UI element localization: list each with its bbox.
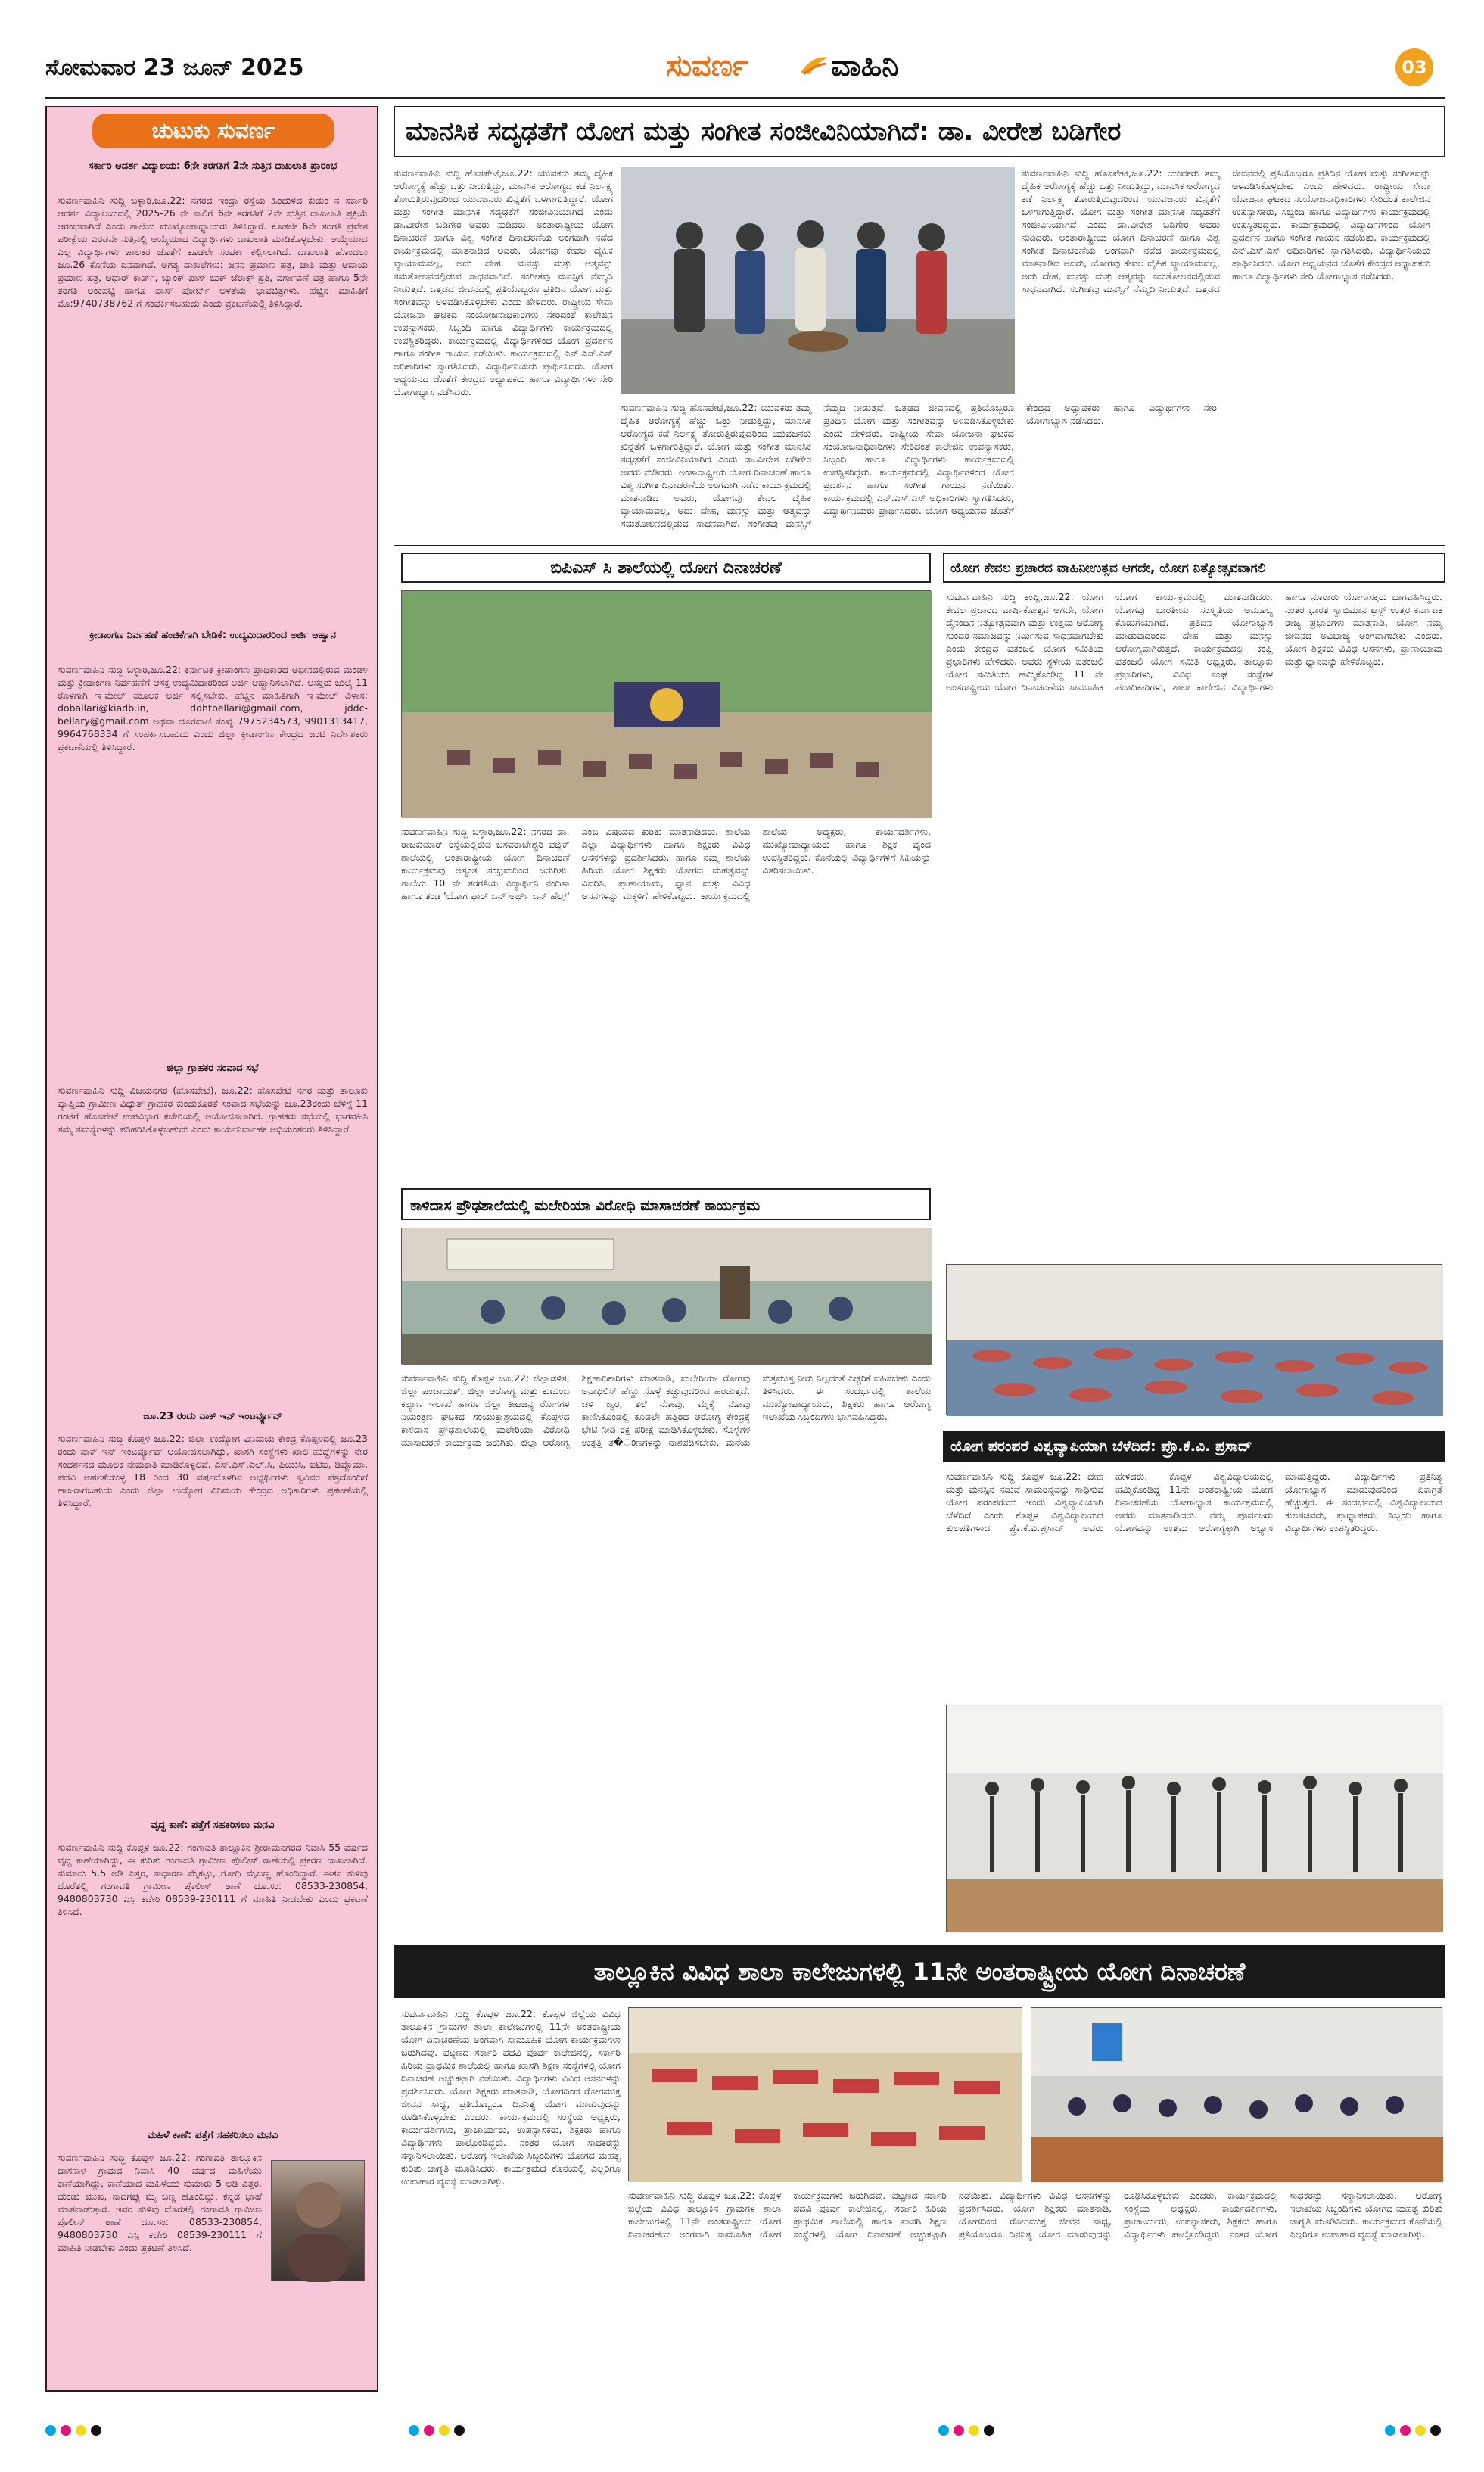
lead-headline-bar <box>394 106 1445 157</box>
reg-dot-yellow-icon <box>439 2425 450 2436</box>
brief-headline: ಸರ್ಕಾರಿ ಆದರ್ಶ ವಿದ್ಯಾಲಯ: 6ನೇ ತರಗತಿಗೆ 2ನೇ ಸುತ್ತಿನ ದಾಖಲಾತಿ ಪ್ರಾರಂಭ <box>88 160 338 172</box>
reg-dot-yellow-icon <box>76 2425 86 2436</box>
reg-dot-black-icon <box>1430 2425 1441 2436</box>
issue-date: ಸೋಮವಾರ 23 ಜೂನ್ 2025 <box>45 54 304 81</box>
lead-headline: ಮಾನಸಿಕ ಸದೃಢತೆಗೆ ಯೋಗ ಮತ್ತು ಸಂಗೀತ ಸಂಜೀವಿನಿಯಾಗಿದೆ: ಡಾ. ವೀರೇಶ ಬಡಿಗೇರ <box>406 117 1122 147</box>
kalidasa-photo <box>401 1228 931 1364</box>
brief-body: ಸುವರ್ಣವಾಹಿನಿ ಸುದ್ದಿ ಕೊಪ್ಪಳ ಜೂ.22: ಜಿಲ್ಲಾ ಉದ್ಯೋಗ ವಿನಿಮಯ ಕೇಂದ್ರ ಕೊಪ್ಪಳದಲ್ಲಿ ಜೂ.23 ರಂದು ವಾಕ್ ಇನ್ ಇಂಟರ್ವ್ಯೂವ್ ಆಯೋಜಿಸಲಾಗಿದ್ದು, ಖಾಸಗಿ ಸಂಸ್ಥೆಗಳು ಖಾಲಿ ಹುದ್ದೆಗಳನ್ನು ನೇರ ಸಂದರ್ಶನದ ಮೂಲಕ ನೇಮಕಾತಿ ಮಾಡಿಕೊಳ್ಳಲಿವೆ. ಎಸ್.ಎಸ್.ಎಲ್.ಸಿ, ಪಿಯುಸಿ, ಐಟಿಐ, ಡಿಪ್ಲೊಮಾ, ಪದವಿ ಅರ್ಹತೆಯುಳ್ಳ 18 ರಿಂದ 30 ವರ್ಷದೊಳಗಿನ ಅಭ್ಯರ್ಥಿಗಳು ಸ್ವವಿವರ ಪತ್ರದೊಂದಿಗೆ ಹಾಜರಾಗಬಹುದು ಎಂದು ಜಿಲ್ಲಾ ಉದ್ಯೋಗ ವಿನಿಮಯ ಕೇಂದ್ರದ ಅಧಿಕಾರಿಗಳು ಪ್ರಕಟಣೆಯಲ್ಲಿ ತಿಳಿಸಿದ್ದಾರೆ. <box>58 1433 368 1508</box>
kalidasa-headline-bar <box>401 1188 931 1220</box>
brief-body: ಸುವರ್ಣವಾಹಿನಿ ಸುದ್ದಿ ಬಳ್ಳಾರಿ,ಜೂ.22: ನಗರದ ಇಂದ್ರಾ ರಸ್ತೆಯ ಹಿಂದುಳಿದ ಕುಡುಂ ನ ಸರ್ಕಾರಿ ಆದರ್ಶ ವಿದ್ಯಾಲಯದಲ್ಲಿ 2025-26 ನೇ ಸಾಲಿಗೆ 6ನೇ ತರಗತಿಗೆ 2ನೇ ಸುತ್ತಿನ ದಾಖಲಾತಿ ಪ್ರಕ್ರಿಯೆ ಆರಂಭವಾಗಿದೆ ಎಂದು ಶಾಲೆಯ ಮುಖ್ಯೋಪಾಧ್ಯಾಯರು ತಿಳಿಸಿದ್ದಾರೆ. ಕೂಡಲೇ 6ನೇ ತರಗತಿ ಪ್ರವೇಶ ಪರೀಕ್ಷೆಯ ಎರಡನೇ ಸುತ್ತಿನಲ್ಲಿ ಆಯ್ಕೆಯಾದ ವಿದ್ಯಾರ್ಥಿಗಳು ದಾಖಲಾತಿ ಮಾಡಿಕೊಳ್ಳಬೇಕು. ಆಯ್ಕೆಯಾದ ಎಲ್ಲ ವಿದ್ಯಾರ್ಥಿಗಳು ಪಾಲಕರ ಜೊತೆಗೆ ಕೂಡಲೇ ಸಂಪರ್ಕ ಕಲ್ಪಿಸಲಾಗಿದೆ. ದಾಖಲಾತಿ ಹೊಂದಲು ಜೂ.26 ಕೊನೆಯ ದಿನವಾಗಿದೆ. ಅಗತ್ಯ ದಾಖಲೆಗಳು: ಜನನ ಪ್ರಮಾಣ ಪತ್ರ, ಜಾತಿ ಮತ್ತು ಆದಾಯ ಪ್ರಮಾಣ ಪತ್ರ, ಆಧಾರ್ ಕಾರ್ಡ್, ಬ್ಯಾಂಕ್ ಪಾಸ್ ಬುಕ್ ಜೆರಾಕ್ಸ್ ಪ್ರತಿ, ವರ್ಗಾವಣೆ ಪತ್ರ ಹಾಗೂ 5ನೇ ತರಗತಿ ಅಂಕಪಟ್ಟಿ ಹಾಗೂ ಪಾಸ್ ಪೋರ್ಟ್ ಅಳತೆಯ ಭಾವಚಿತ್ರಗಳು. ಹೆಚ್ಚಿನ ಮಾಹಿತಿಗೆ ಮೊ:9740738762 ಗೆ ಸಂಪರ್ಕಿಸಬಹುದು ಎಂದು ಪ್ರಕಟಣೆಯಲ್ಲಿ ತಿಳಿಸಿದ್ದಾರೆ. <box>58 195 368 309</box>
taluk-body-col1: ಸುವರ್ಣವಾಹಿನಿ ಸುದ್ದಿ ಕೊಪ್ಪಳ ಜೂ.22: ಕೊಪ್ಪಳ ಜಿಲ್ಲೆಯ ವಿವಿಧ ತಾಲ್ಲೂಕಿನ ಗ್ರಾಮಗಳ ಶಾಲಾ ಕಾಲೇಜುಗಳಲ್ಲಿ 11ನೇ ಅಂತರಾಷ್ಟ್ರೀಯ ಯೋಗ ದಿನಾಚರಣೆಯ ಅಂಗವಾಗಿ ಸಾಮೂಹಿಕ ಯೋಗ ಕಾರ್ಯಕ್ರಮಗಳು ಜರುಗಿದವು. ಪಟ್ಟಣದ ಸರ್ಕಾರಿ ಪದವಿ ಪೂರ್ವ ಕಾಲೇಜಿನಲ್ಲಿ, ಸರ್ಕಾರಿ ಹಿರಿಯ ಪ್ರಾಥಮಿಕ ಶಾಲೆಯಲ್ಲಿ ಹಾಗೂ ಖಾಸಗಿ ಶಿಕ್ಷಣ ಸಂಸ್ಥೆಗಳಲ್ಲಿ ಯೋಗ ದಿನಾಚರಣೆ ಅಚ್ಚುಕಟ್ಟಾಗಿ ನಡೆಯಿತು. ವಿದ್ಯಾರ್ಥಿಗಳು ವಿವಿಧ ಆಸನಗಳನ್ನು ಪ್ರದರ್ಶಿಸಿದರು. ಯೋಗ ಶಿಕ್ಷಕರು ಮಾತನಾಡಿ, ಯೋಗದಿಂದ ರೋಗಮುಕ್ತ ಜೀವನ ಸಾಧ್ಯ, ಪ್ರತಿಯೊಬ್ಬರೂ ದಿನನಿತ್ಯ ಯೋಗ ಮಾಡುವುದನ್ನು ರೂಢಿಸಿಕೊಳ್ಳಬೇಕು ಎಂದರು. ಕಾರ್ಯಕ್ರಮದಲ್ಲಿ ಸಂಸ್ಥೆಯ ಅಧ್ಯಕ್ಷರು, ಕಾರ್ಯದರ್ಶಿಗಳು, ಪ್ರಾಚಾರ್ಯರು, ಉಪನ್ಯಾಸಕರು, ಶಿಕ್ಷಕರು ಹಾಗೂ ವಿದ್ಯಾರ್ಥಿಗಳು ಪಾಲ್ಗೊಂಡಿದ್ದರು. ನಂತರ ಯೋಗ ಸಾಧಕರನ್ನು ಸನ್ಮಾನಿಸಲಾಯಿತು. ಆರೋಗ್ಯ ಇಲಾಖೆಯ ಸಿಬ್ಬಂದಿಗಳು ಯೋಗದ ಮಹತ್ವ ಕುರಿತು ಜಾಗೃತಿ ಮೂಡಿಸಿದರು. ಕಾರ್ಯಕ್ರಮದ ಕೊನೆಯಲ್ಲಿ ಎಲ್ಲರಿಗೂ ಉಪಾಹಾರ ವ್ಯವಸ್ಥೆ ಮಾಡಲಾಗಿತ್ತು. <box>401 2008 621 2187</box>
reg-dot-cyan-icon <box>45 2425 56 2436</box>
brief-headline: ಜೂ.23 ರಂದು ವಾಕ್ ಇನ್ ಇಂಟರ್ವ್ಯೂವ್ <box>142 1411 283 1422</box>
prasad-headline-bar <box>943 1431 1445 1462</box>
reg-dot-magenta-icon <box>1400 2425 1411 2436</box>
kalidasa-headline: ಕಾಳಿದಾಸ ಪ್ರೌಢಶಾಲೆಯಲ್ಲಿ ಮಲೇರಿಯಾ ವಿರೋಧಿ ಮಾಸಾಚರಣೆ ಕಾರ್ಯಕ್ರಮ <box>410 1197 761 1214</box>
masthead <box>45 44 1445 91</box>
reg-dot-magenta-icon <box>424 2425 434 2436</box>
brand-left-text: ಸುವರ್ಣ <box>666 48 748 83</box>
reg-dot-black-icon <box>984 2425 994 2436</box>
reg-dot-black-icon <box>91 2425 101 2436</box>
yoga-festival-body: ಸುವರ್ಣವಾಹಿನಿ ಸುದ್ದಿ ಕಂಪ್ಲಿ,ಜೂ.22: ಯೋಗ ಕೇವಲ ಪ್ರಚಾರದ ವಾರ್ಷಿಕೋತ್ಸವ ಆಗದೇ, ಯೋಗ ದೈನಂದಿನ ನಿತ್ಯೋತ್ಸವವಾಗಿ ಮತ್ತು ಉತ್ತಮ ಆರೋಗ್ಯ ಸುಂದರ ಸಮಾಜವನ್ನು ನಿರ್ಮಿಸುವ ಸಾಧನವಾಗಬೇಕು ಎಂದು ಕೇಂದ್ರದ ಪತಂಜಲಿ ಯೋಗ ಸಮಿತಿಯ ಪ್ರಭಾರಿಗಳು ಹೇಳಿದರು. ಅವರು ಸ್ಥಳೀಯ ಪತಂಜಲಿ ಯೋಗ ಸಮಿತಿಯು ಹಮ್ಮಿಕೊಂಡಿದ್ದ 11 ನೇ ಅಂತರಾಷ್ಟ್ರೀಯ ಯೋಗ ದಿನಾಚರಣೆಯ ಸಾಮೂಹಿಕ ಯೋಗ ಕಾರ್ಯಕ್ರಮದಲ್ಲಿ ಮಾತನಾಡಿದರು. ಯೋಗವು ಭಾರತೀಯ ಸಂಸ್ಕೃತಿಯ ಅಮೂಲ್ಯ ಕೊಡುಗೆಯಾಗಿದೆ. ಪ್ರತಿದಿನ ಯೋಗಾಭ್ಯಾಸ ಮಾಡುವುದರಿಂದ ದೇಹ ಮತ್ತು ಮನಸ್ಸು ಆರೋಗ್ಯವಾಗಿರುತ್ತದೆ. ಕಾರ್ಯಕ್ರಮದಲ್ಲಿ ಕಂಪ್ಲಿ ಪತಂಜಲಿ ಯೋಗ ಸಮಿತಿ ಅಧ್ಯಕ್ಷರು, ತಾಲ್ಲೂಕು ಪ್ರಭಾರಿಗಳು, ವಿವಿಧ ಸಂಘ ಸಂಸ್ಥೆಗಳ ಪದಾಧಿಕಾರಿಗಳು, ಶಾಲಾ ಕಾಲೇಜಿನ ವಿದ್ಯಾರ್ಥಿಗಳು ಹಾಗೂ ನೂರಾರು ಯೋಗಾಸಕ್ತರು ಭಾಗವಹಿಸಿದ್ದರು. ನಂತರ ಭಾರತ ಸ್ವಾಭಿಮಾನ ಟ್ರಸ್ಟ್ ಉತ್ತರ ಕರ್ನಾಟಕ ರಾಜ್ಯ ಪ್ರಭಾರಿಗಳು ಮಾತನಾಡಿ, ಯೋಗ ನಮ್ಮ ಜೀವನದ ಅವಿಭಾಜ್ಯ ಅಂಗವಾಗಬೇಕು ಎಂದರು. ಯೋಗ ಶಿಕ್ಷಕರು ವಿವಿಧ ಆಸನಗಳು, ಪ್ರಾಣಾಯಾಮ ಮತ್ತು ಧ್ಯಾನವನ್ನು ಹೇಳಿಕೊಟ್ಟರು. <box>946 591 1442 693</box>
brief-headline: ಮಹಿಳೆ ಕಾಣೆ: ಪತ್ತೆಗೆ ಸಹಕರಿಸಲು ಮನವಿ <box>147 2130 278 2141</box>
lead-photo <box>621 167 1014 394</box>
registration-marks <box>45 2422 1445 2440</box>
page-number: 03 <box>1402 57 1427 78</box>
reg-dot-black-icon <box>454 2425 465 2436</box>
prasad-body: ಸುವರ್ಣವಾಹಿನಿ ಸುದ್ದಿ ಕೊಪ್ಪಳ ಜೂ.22: ದೇಹ ಮತ್ತು ಮನಸ್ಸಿನ ನಡುವೆ ಸಾಮರಸ್ಯವನ್ನು ಸಾಧಿಸುವ ಯೋಗ ಪರಂಪರೆಯು ಇಂದು ವಿಶ್ವವ್ಯಾಪಿಯಾಗಿ ಬೆಳೆದಿದೆ ಎಂದು ಕೊಪ್ಪಳ ವಿಶ್ವವಿದ್ಯಾಲಯದ ಕುಲಪತಿಗಳಾದ ಪ್ರೊ.ಕೆ.ವಿ.ಪ್ರಸಾದ್ ಅವರು ಹೇಳಿದರು. ಕೊಪ್ಪಳ ವಿಶ್ವವಿದ್ಯಾಲಯದಲ್ಲಿ ಹಮ್ಮಿಕೊಂಡಿದ್ದ 11ನೇ ಅಂತರಾಷ್ಟ್ರೀಯ ಯೋಗ ದಿನಾಚರಣೆಯ ಯೋಗಾಭ್ಯಾಸ ಕಾರ್ಯಕ್ರಮದಲ್ಲಿ ಅವರು ಮಾತನಾಡಿದರು. ನಮ್ಮ ಪೂರ್ವಜರು ಯೋಗವನ್ನು ಉತ್ತಮ ಆರೋಗ್ಯಕ್ಕಾಗಿ ಅಭ್ಯಾಸ ಮಾಡುತ್ತಿದ್ದರು. ವಿದ್ಯಾರ್ಥಿಗಳು ಪ್ರತಿನಿತ್ಯ ಯೋಗಾಭ್ಯಾಸ ಮಾಡುವುದರಿಂದ ಏಕಾಗ್ರತೆ ಹೆಚ್ಚುತ್ತದೆ. ಈ ಸಂದರ್ಭದಲ್ಲಿ ವಿಶ್ವವಿದ್ಯಾಲಯದ ಕುಲಸಚಿವರು, ಪ್ರಾಧ್ಯಾಪಕರು, ಸಿಬ್ಬಂದಿ ಹಾಗೂ ವಿದ್ಯಾರ್ಥಿಗಳು ಉಪಸ್ಥಿತರಿದ್ದರು. <box>946 1471 1442 1533</box>
lead-body-cont: ಸುವರ್ಣವಾಹಿನಿ ಸುದ್ದಿ ಹೊಸಪೇಟೆ,ಜೂ.22: ಯುವಕರು ತಮ್ಮ ದೈಹಿಕ ಆರೋಗ್ಯಕ್ಕೆ ಹೆಚ್ಚು ಒತ್ತು ನೀಡುತ್ತಿದ್ದು, ಮಾನಸಿಕ ಆರೋಗ್ಯದ ಕಡೆ ನಿರ್ಲಕ್ಷ್ಯ ತೋರುತ್ತಿರುವುದರಿಂದ ಯುವಜನರು ಖಿನ್ನತೆಗೆ ಒಳಗಾಗುತ್ತಿದ್ದಾರೆ. ಯೋಗ ಮತ್ತು ಸಂಗೀತ ಮಾನಸಿಕ ಸದೃಢತೆಗೆ ಸಂಜೀವಿನಿಯಾಗಿದೆ ಎಂದು ಡಾ.ವೀರೇಶ ಬಡಿಗೇರ ಅವರು ನುಡಿದರು. ಅಂತಾರಾಷ್ಟ್ರೀಯ ಯೋಗ ದಿನಾಚರಣೆ ಹಾಗೂ ವಿಶ್ವ ಸಂಗೀತ ದಿನಾಚರಣೆಯ ಅಂಗವಾಗಿ ನಡೆದ ಕಾರ್ಯಕ್ರಮದಲ್ಲಿ ಮಾತನಾಡಿದ ಅವರು, ಯೋಗವು ಕೇವಲ ದೈಹಿಕ ವ್ಯಾಯಾಮವಲ್ಲ, ಅದು ದೇಹ, ಮನಸ್ಸು ಮತ್ತು ಆತ್ಮವನ್ನು ಸಮತೋಲನದಲ್ಲಿಡುವ ಸಾಧನವಾಗಿದೆ. ಸಂಗೀತವು ಮನಸ್ಸಿಗೆ ನೆಮ್ಮದಿ ನೀಡುತ್ತದೆ. ಒತ್ತಡದ ಜೀವನದಲ್ಲಿ ಪ್ರತಿಯೊಬ್ಬರೂ ಪ್ರತಿದಿನ ಯೋಗ ಮತ್ತು ಸಂಗೀತವನ್ನು ಅಳವಡಿಸಿಕೊಳ್ಳಬೇಕು ಎಂದು ಹೇಳಿದರು. ರಾಷ್ಟ್ರೀಯ ಸೇವಾ ಯೋಜನಾ ಘಟಕದ ಸಂಯೋಜನಾಧಿಕಾರಿಗಳು ಸೇರಿದಂತೆ ಕಾಲೇಜಿನ ಉಪನ್ಯಾಸಕರು, ಸಿಬ್ಬಂದಿ ಹಾಗೂ ವಿದ್ಯಾರ್ಥಿಗಳು ಕಾರ್ಯಕ್ರಮದಲ್ಲಿ ಉಪಸ್ಥಿತರಿದ್ದರು. ಕಾರ್ಯಕ್ರಮದಲ್ಲಿ ವಿದ್ಯಾರ್ಥಿಗಳಿಂದ ಯೋಗ ಪ್ರದರ್ಶನ ಹಾಗೂ ಸಂಗೀತ ಗಾಯನ ನಡೆಯಿತು. ಕಾರ್ಯಕ್ರಮದಲ್ಲಿ ಎನ್.ಎಸ್.ಎಸ್ ಅಧಿಕಾರಿಗಳು ಸ್ವಾಗತಿಸಿದರು, ವಿದ್ಯಾರ್ಥಿನಿಯರು ಪ್ರಾರ್ಥಿಸಿದರು. ಯೋಗ ಆಧ್ಯಯನದ ಜೊತೆಗೆ ಕೇಂದ್ರದ ಅಧ್ಯಾಪಕರು ಹಾಗೂ ವಿದ್ಯಾರ್ಥಿಗಳು ಸೇರಿ ಯೋಗಾಭ್ಯಾಸ ನಡೆಸಿದರು. <box>1022 167 1430 294</box>
sidebar-title-banner <box>92 114 334 148</box>
lead-body-under-photo: ಸುವರ್ಣವಾಹಿನಿ ಸುದ್ದಿ ಹೊಸಪೇಟೆ,ಜೂ.22: ಯುವಕರು ತಮ್ಮ ದೈಹಿಕ ಆರೋಗ್ಯಕ್ಕೆ ಹೆಚ್ಚು ಒತ್ತು ನೀಡುತ್ತಿದ್ದು, ಮಾನಸಿಕ ಆರೋಗ್ಯದ ಕಡೆ ನಿರ್ಲಕ್ಷ್ಯ ತೋರುತ್ತಿರುವುದರಿಂದ ಯುವಜನರು ಖಿನ್ನತೆಗೆ ಒಳಗಾಗುತ್ತಿದ್ದಾರೆ. ಯೋಗ ಮತ್ತು ಸಂಗೀತ ಮಾನಸಿಕ ಸದೃಢತೆಗೆ ಸಂಜೀವಿನಿಯಾಗಿದೆ ಎಂದು ಡಾ.ವೀರೇಶ ಬಡಿಗೇರ ಅವರು ನುಡಿದರು. ಅಂತಾರಾಷ್ಟ್ರೀಯ ಯೋಗ ದಿನಾಚರಣೆ ಹಾಗೂ ವಿಶ್ವ ಸಂಗೀತ ದಿನಾಚರಣೆಯ ಅಂಗವಾಗಿ ನಡೆದ ಕಾರ್ಯಕ್ರಮದಲ್ಲಿ ಮಾತನಾಡಿದ ಅವರು, ಯೋಗವು ಕೇವಲ ದೈಹಿಕ ವ್ಯಾಯಾಮವಲ್ಲ, ಅದು ದೇಹ, ಮನಸ್ಸು ಮತ್ತು ಆತ್ಮವನ್ನು ಸಮತೋಲನದಲ್ಲಿಡುವ ಸಾಧನವಾಗಿದೆ. ಸಂಗೀತವು ಮನಸ್ಸಿಗೆ ನೆಮ್ಮದಿ ನೀಡುತ್ತದೆ. ಒತ್ತಡದ ಜೀವನದಲ್ಲಿ ಪ್ರತಿಯೊಬ್ಬರೂ ಪ್ರತಿದಿನ ಯೋಗ ಮತ್ತು ಸಂಗೀತವನ್ನು ಅಳವಡಿಸಿಕೊಳ್ಳಬೇಕು ಎಂದು ಹೇಳಿದರು. ರಾಷ್ಟ್ರೀಯ ಸೇವಾ ಯೋಜನಾ ಘಟಕದ ಸಂಯೋಜನಾಧಿಕಾರಿಗಳು ಸೇರಿದಂತೆ ಕಾಲೇಜಿನ ಉಪನ್ಯಾಸಕರು, ಸಿಬ್ಬಂದಿ ಹಾಗೂ ವಿದ್ಯಾರ್ಥಿಗಳು ಕಾರ್ಯಕ್ರಮದಲ್ಲಿ ಉಪಸ್ಥಿತರಿದ್ದರು. ಕಾರ್ಯಕ್ರಮದಲ್ಲಿ ವಿದ್ಯಾರ್ಥಿಗಳಿಂದ ಯೋಗ ಪ್ರದರ್ಶನ ಹಾಗೂ ಸಂಗೀತ ಗಾಯನ ನಡೆಯಿತು. ಕಾರ್ಯಕ್ರಮದಲ್ಲಿ ಎನ್.ಎಸ್.ಎಸ್ ಅಧಿಕಾರಿಗಳು ಸ್ವಾಗತಿಸಿದರು, ವಿದ್ಯಾರ್ಥಿನಿಯರು ಪ್ರಾರ್ಥಿಸಿದರು. ಯೋಗ ಆಧ್ಯಯನದ ಜೊತೆಗೆ ಕೇಂದ್ರದ ಅಧ್ಯಾಪಕರು ಹಾಗೂ ವಿದ್ಯಾರ್ಥಿಗಳು ಸೇರಿ ಯೋಗಾಭ್ಯಾಸ ನಡೆಸಿದರು. <box>621 402 1217 529</box>
prasad-photo <box>946 1705 1442 1932</box>
bps-body: ಸುವರ್ಣವಾಹಿನಿ ಸುದ್ದಿ ಬಳ್ಳಾರಿ,ಜೂ.22: ನಗರದ ಡಾ. ರಾಜಕುಮಾರ್ ರಸ್ತೆಯಲ್ಲಿರುವ ಬಸವರಾಜೇಶ್ವರಿ ಪಬ್ಲಿಕ್ ಶಾಲೆಯಲ್ಲಿ ಅಂತಾರಾಷ್ಟ್ರೀಯ ಯೋಗ ದಿನಾಚರಣೆ ಕಾರ್ಯಕ್ರಮವು ಅತ್ಯಂತ ಸಂಭ್ರಮದಿಂದ ಜರುಗಿತು. ಶಾಲೆಯ 10 ನೇ ತರಗತಿಯ ವಿದ್ಯಾರ್ಥಿನಿ ನಂದಿತಾ ಹಾಗೂ ತಂಡ 'ಯೋಗ ಫಾರ್ ಒನ್ ಅರ್ಥ್ ಒನ್ ಹೆಲ್ತ್' ಎಂಬ ವಿಷಯದ ಕುರಿತು ಮಾತನಾಡಿದರು. ಶಾಲೆಯ ಎಲ್ಲಾ ವಿದ್ಯಾರ್ಥಿಗಳು ಹಾಗೂ ಶಿಕ್ಷಕರು ವಿವಿಧ ಆಸನಗಳನ್ನು ಪ್ರದರ್ಶಿಸಿದರು. ಹಾಗೂ ನಮ್ಮ ಶಾಲೆಯ ಹಿರಿಯ ಯೋಗ ಶಿಕ್ಷಕರು ಯೋಗದ ಮಹತ್ವವನ್ನು ವಿವರಿಸಿ, ಪ್ರಾಣಾಯಾಮ, ಧ್ಯಾನ ಮತ್ತು ವಿವಿಧ ಆಸನಗಳನ್ನು ಮಕ್ಕಳಿಗೆ ಹೇಳಿಕೊಟ್ಟರು. ಕಾರ್ಯಕ್ರಮದಲ್ಲಿ ಶಾಲೆಯ ಅಧ್ಯಕ್ಷರು, ಕಾರ್ಯದರ್ಶಿಗಳು, ಮುಖ್ಯೋಪಾಧ್ಯಾಯರು ಹಾಗೂ ಶಿಕ್ಷಕ ವೃಂದ ಉಪಸ್ಥಿತರಿದ್ದರು. ಕೊನೆಯಲ್ಲಿ ವಿದ್ಯಾರ್ಥಿಗಳಿಗೆ ಸಿಹಿಯನ್ನು ವಿತರಿಸಲಾಯಿತು. <box>401 826 931 901</box>
taluk-body-col2: ಸುವರ್ಣವಾಹಿನಿ ಸುದ್ದಿ ಕೊಪ್ಪಳ ಜೂ.22: ಕೊಪ್ಪಳ ಜಿಲ್ಲೆಯ ವಿವಿಧ ತಾಲ್ಲೂಕಿನ ಗ್ರಾಮಗಳ ಶಾಲಾ ಕಾಲೇಜುಗಳಲ್ಲಿ 11ನೇ ಅಂತರಾಷ್ಟ್ರೀಯ ಯೋಗ ದಿನಾಚರಣೆಯ ಅಂಗವಾಗಿ ಸಾಮೂಹಿಕ ಯೋಗ ಕಾರ್ಯಕ್ರಮಗಳು ಜರುಗಿದವು. ಪಟ್ಟಣದ ಸರ್ಕಾರಿ ಪದವಿ ಪೂರ್ವ ಕಾಲೇಜಿನಲ್ಲಿ, ಸರ್ಕಾರಿ ಹಿರಿಯ ಪ್ರಾಥಮಿಕ ಶಾಲೆಯಲ್ಲಿ ಹಾಗೂ ಖಾಸಗಿ ಶಿಕ್ಷಣ ಸಂಸ್ಥೆಗಳಲ್ಲಿ ಯೋಗ ದಿನಾಚರಣೆ ಅಚ್ಚುಕಟ್ಟಾಗಿ ನಡೆಯಿತು. ವಿದ್ಯಾರ್ಥಿಗಳು ವಿವಿಧ ಆಸನಗಳನ್ನು ಪ್ರದರ್ಶಿಸಿದರು. ಯೋಗ ಶಿಕ್ಷಕರು ಮಾತನಾಡಿ, ಯೋಗದಿಂದ ರೋಗಮುಕ್ತ ಜೀವನ ಸಾಧ್ಯ, ಪ್ರತಿಯೊಬ್ಬರೂ ದಿನನಿತ್ಯ ಯೋಗ ಮಾಡುವುದನ್ನು ರೂಢಿಸಿಕೊಳ್ಳಬೇಕು ಎಂದರು. ಕಾರ್ಯಕ್ರಮದಲ್ಲಿ ಸಂಸ್ಥೆಯ ಅಧ್ಯಕ್ಷರು, ಕಾರ್ಯದರ್ಶಿಗಳು, ಪ್ರಾಚಾರ್ಯರು, ಉಪನ್ಯಾಸಕರು, ಶಿಕ್ಷಕರು ಹಾಗೂ ವಿದ್ಯಾರ್ಥಿಗಳು ಪಾಲ್ಗೊಂಡಿದ್ದರು. ನಂತರ ಯೋಗ ಸಾಧಕರನ್ನು ಸನ್ಮಾನಿಸಲಾಯಿತು. ಆರೋಗ್ಯ ಇಲಾಖೆಯ ಸಿಬ್ಬಂದಿಗಳು ಯೋಗದ ಮಹತ್ವ ಕುರಿತು ಜಾಗೃತಿ ಮೂಡಿಸಿದರು. ಕಾರ್ಯಕ್ರಮದ ಕೊನೆಯಲ್ಲಿ ಎಲ್ಲರಿಗೂ ಉಪಾಹಾರ ವ್ಯವಸ್ಥೆ ಮಾಡಲಾಗಿತ್ತು. <box>628 2190 1442 2240</box>
taluk-headline-bar <box>394 1945 1445 1998</box>
brand-swoosh-icon <box>799 53 829 77</box>
taluk-photo-2 <box>1031 2007 1442 2181</box>
bps-headline: ಬಿಪಿಎಸ್ ಸಿ ಶಾಲೆಯಲ್ಲಿ ಯೋಗ ದಿನಾಚರಣೆ <box>550 558 782 578</box>
reg-dot-magenta-icon <box>954 2425 964 2436</box>
taluk-photo-1 <box>628 2007 1022 2181</box>
reg-dot-cyan-icon <box>1385 2425 1395 2436</box>
brief-headline: ಜಿಲ್ಲಾ ಗ್ರಾಹಕರ ಸಂವಾದ ಸಭೆ <box>166 1063 259 1074</box>
kalidasa-body: ಸುವರ್ಣವಾಹಿನಿ ಸುದ್ದಿ ಕೊಪ್ಪಳ ಜೂ.22: ಜಿಲ್ಲಾಡಳಿತ, ಜಿಲ್ಲಾ ಪಂಚಾಯತ್, ಜಿಲ್ಲಾ ಆರೋಗ್ಯ ಮತ್ತು ಕುಟುಂಬ ಕಲ್ಯಾಣ ಇಲಾಖೆ ಹಾಗೂ ಜಿಲ್ಲಾ ಕೀಟಜನ್ಯ ರೋಗಗಳ ನಿಯಂತ್ರಣ ಘಟಕದ ಸಂಯುಕ್ತಾಶ್ರಯದಲ್ಲಿ ಕೊಪ್ಪಳದ ಕಾಳಿದಾಸ ಪ್ರೌಢಶಾಲೆಯಲ್ಲಿ ಮಲೇರಿಯಾ ವಿರೋಧಿ ಮಾಸಾಚರಣೆ ಕಾರ್ಯಕ್ರಮ ಜರುಗಿತು. ಜಿಲ್ಲಾ ಆರೋಗ್ಯ ಶಿಕ್ಷಣಾಧಿಕಾರಿಗಳು ಮಾತನಾಡಿ, ಮಲೇರಿಯಾ ರೋಗವು ಅನಾಫಿಲಿಸ್ ಹೆಣ್ಣು ಸೊಳ್ಳೆ ಕಚ್ಚುವುದರಿಂದ ಹರಡುತ್ತದೆ. ಚಳಿ ಜ್ವರ, ತಲೆ ನೋವು, ಮೈಕೈ ನೋವು ಕಾಣಿಸಿಕೊಂಡಲ್ಲಿ ಕೂಡಲೇ ಹತ್ತಿರದ ಆರೋಗ್ಯ ಕೇಂದ್ರಕ್ಕೆ ಭೇಟಿ ನೀಡಿ ರಕ್ತ ಪರೀಕ್ಷೆ ಮಾಡಿಸಿಕೊಳ್ಳಬೇಕು. ಸೊಳ್ಳೆಗಳ ಉತ್ಪತ್ತಿ ತ�ാಣಗಳನ್ನು ನಾಶಪಡಿಸಬೇಕು, ಮನೆಯ ಸುತ್ತಮುತ್ತ ನೀರು ನಿಲ್ಲದಂತೆ ಎಚ್ಚರಿಕೆ ವಹಿಸಬೇಕು ಎಂದು ತಿಳಿಸಿದರು. ಈ ಸಂದರ್ಭದಲ್ಲಿ ಶಾಲೆಯ ಮುಖ್ಯೋಪಾಧ್ಯಾಯರು, ಶಿಕ್ಷಕರು ಹಾಗೂ ಆರೋಗ್ಯ ಇಲಾಖೆಯ ಸಿಬ್ಬಂದಿಗಳು ಭಾಗವಹಿಸಿದ್ದರು. <box>401 1372 931 1448</box>
sidebar-briefs <box>45 106 378 2392</box>
yoga-festival-headline: ಯೋಗ ಕೇವಲ ಪ್ರಚಾರದ ವಾಹಿನೀಉತ್ಸವ ಆಗದೇ, ಯೋಗ ನಿತ್ಯೋತ್ಸವವಾಗಲಿ <box>950 561 1266 576</box>
brief-headline: ಕ್ರೀಡಾಂಗಣ ನಿರ್ವಹಣೆ ಹಂಚಿಕೆಗಾಗಿ ಬೇಡಿಕೆ: ಉದ್ಯಮಿದಾರರಿಂದ ಅರ್ಜಿ ಆಹ್ವಾನ <box>89 630 336 641</box>
reg-dot-yellow-icon <box>1415 2425 1426 2436</box>
reg-dot-cyan-icon <box>409 2425 419 2436</box>
masthead-rule <box>45 97 1445 99</box>
bps-photo <box>401 590 931 817</box>
reg-dot-yellow-icon <box>969 2425 979 2436</box>
lead-bottom-rule <box>394 545 1445 546</box>
yoga-festival-headline-bar <box>943 553 1445 583</box>
page-number-badge <box>1395 48 1433 86</box>
lead-body: ಸುವರ್ಣವಾಹಿನಿ ಸುದ್ದಿ ಹೊಸಪೇಟೆ,ಜೂ.22: ಯುವಕರು ತಮ್ಮ ದೈಹಿಕ ಆರೋಗ್ಯಕ್ಕೆ ಹೆಚ್ಚು ಒತ್ತು ನೀಡುತ್ತಿದ್ದು, ಮಾನಸಿಕ ಆರೋಗ್ಯದ ಕಡೆ ನಿರ್ಲಕ್ಷ್ಯ ತೋರುತ್ತಿರುವುದರಿಂದ ಯುವಜನರು ಖಿನ್ನತೆಗೆ ಒಳಗಾಗುತ್ತಿದ್ದಾರೆ. ಯೋಗ ಮತ್ತು ಸಂಗೀತ ಮಾನಸಿಕ ಸದೃಢತೆಗೆ ಸಂಜೀವಿನಿಯಾಗಿದೆ ಎಂದು ಡಾ.ವೀರೇಶ ಬಡಿಗೇರ ಅವರು ನುಡಿದರು. ಅಂತಾರಾಷ್ಟ್ರೀಯ ಯೋಗ ದಿನಾಚರಣೆ ಹಾಗೂ ವಿಶ್ವ ಸಂಗೀತ ದಿನಾಚರಣೆಯ ಅಂಗವಾಗಿ ನಡೆದ ಕಾರ್ಯಕ್ರಮದಲ್ಲಿ ಮಾತನಾಡಿದ ಅವರು, ಯೋಗವು ಕೇವಲ ದೈಹಿಕ ವ್ಯಾಯಾಮವಲ್ಲ, ಅದು ದೇಹ, ಮನಸ್ಸು ಮತ್ತು ಆತ್ಮವನ್ನು ಸಮತೋಲನದಲ್ಲಿಡುವ ಸಾಧನವಾಗಿದೆ. ಸಂಗೀತವು ಮನಸ್ಸಿಗೆ ನೆಮ್ಮದಿ ನೀಡುತ್ತದೆ. ಒತ್ತಡದ ಜೀವನದಲ್ಲಿ ಪ್ರತಿಯೊಬ್ಬರೂ ಪ್ರತಿದಿನ ಯೋಗ ಮತ್ತು ಸಂಗೀತವನ್ನು ಅಳವಡಿಸಿಕೊಳ್ಳಬೇಕು ಎಂದು ಹೇಳಿದರು. ರಾಷ್ಟ್ರೀಯ ಸೇವಾ ಯೋಜನಾ ಘಟಕದ ಸಂಯೋಜನಾಧಿಕಾರಿಗಳು ಸೇರಿದಂತೆ ಕಾಲೇಜಿನ ಉಪನ್ಯಾಸಕರು, ಸಿಬ್ಬಂದಿ ಹಾಗೂ ವಿದ್ಯಾರ್ಥಿಗಳು ಕಾರ್ಯಕ್ರಮದಲ್ಲಿ ಉಪಸ್ಥಿತರಿದ್ದರು. ಕಾರ್ಯಕ್ರಮದಲ್ಲಿ ವಿದ್ಯಾರ್ಥಿಗಳಿಂದ ಯೋಗ ಪ್ರದರ್ಶನ ಹಾಗೂ ಸಂಗೀತ ಗಾಯನ ನಡೆಯಿತು. ಕಾರ್ಯಕ್ರಮದಲ್ಲಿ ಎನ್.ಎಸ್.ಎಸ್ ಅಧಿಕಾರಿಗಳು ಸ್ವಾಗತಿಸಿದರು, ವಿದ್ಯಾರ್ಥಿನಿಯರು ಪ್ರಾರ್ಥಿಸಿದರು. ಯೋಗ ಆಧ್ಯಯನದ ಜೊತೆಗೆ ಕೇಂದ್ರದ ಅಧ್ಯಾಪಕರು ಹಾಗೂ ವಿದ್ಯಾರ್ಥಿಗಳು ಸೇರಿ ಯೋಗಾಭ್ಯಾಸ ನಡೆಸಿದರು. <box>394 167 613 397</box>
reg-dot-magenta-icon <box>61 2425 71 2436</box>
missing-person-photo <box>271 2160 365 2281</box>
brand-logo <box>651 45 984 88</box>
reg-dot-cyan-icon <box>938 2425 949 2436</box>
prasad-headline: ಯೋಗ ಪರಂಪರೆ ವಿಶ್ವವ್ಯಾಪಿಯಾಗಿ ಬೆಳೆದಿದೆ: ಪ್ರೊ.ಕೆ.ವಿ. ಪ್ರಸಾದ್ <box>950 1438 1252 1455</box>
brief-body: ಸುವರ್ಣವಾಹಿನಿ ಸುದ್ದಿ ವಿಜಯನಗರ (ಹೊಸಪೇಟೆ), ಜೂ.22: ಹೊಸಪೇಟೆ ನಗರ ಮತ್ತು ತಾಲೂಕು ವ್ಯಾಪ್ತಿಯ ಗ್ರಾಮೀಣ ವಿದ್ಯುತ್ ಗ್ರಾಹಕರ ಕುಂದುಕೊರತೆ ಸಂವಾದ ಸಭೆಯನ್ನು ಜೂ.23ರಂದು ಬೆಳಿಗ್ಗೆ 11 ಗಂಟೆಗೆ ಹೊಸಪೇಟೆ ಉಪವಿಭಾಗ ಕಚೇರಿಯಲ್ಲಿ ಆಯೋಜಿಸಲಾಗಿದೆ. ಗ್ರಾಹಕರು ಸಭೆಯಲ್ಲಿ ಭಾಗವಹಿಸಿ ತಮ್ಮ ಸಮಸ್ಯೆಗಳನ್ನು ಪರಿಹರಿಸಿಕೊಳ್ಳಬಹುದು ಎಂದು ಕಾರ್ಯನಿರ್ವಾಹಕ ಅಭಿಯಂತರರು ತಿಳಿಸಿದ್ದಾರೆ. <box>58 1085 368 1135</box>
taluk-headline: ತಾಲ್ಲೂಕಿನ ವಿವಿಧ ಶಾಲಾ ಕಾಲೇಜುಗಳಲ್ಲಿ 11ನೇ ಅಂತರಾಷ್ಟ್ರೀಯ ಯೋಗ ದಿನಾಚರಣೆ <box>593 1957 1246 1986</box>
brief-body: ಸುವರ್ಣವಾಹಿನಿ ಸುದ್ದಿ ಬಳ್ಳಾರಿ,ಜೂ.22: ಕರ್ನಾಟಕ ಕ್ರೀಡಾಂಗಣ ಪ್ರಾಧಿಕಾರದ ಅಧೀನದಲ್ಲಿರುವ ಮಂಡಳಿ ಮತ್ತು ಕ್ರೀಡಾಂಗಣ ನಿರ್ವಹಣೆಗೆ ಆಸಕ್ತ ಉದ್ಯಮಿದಾರರಿಂದ ಅರ್ಜಿ ಆಹ್ವಾನಿಸಲಾಗಿದೆ. ಆಸಕ್ತರು ಜುಲೈ 11 ರೊಳಗಾಗಿ ಇ-ಮೇಲ್ ಮೂಲಕ ಅರ್ಜಿ ಸಲ್ಲಿಸಬೇಕು. ಹೆಚ್ಚಿನ ಮಾಹಿತಿಗಾಗಿ ಇ-ಮೇಲ್ ವಿಳಾಸ: doballari@kiadb.in, ddhtbellari@gmail.com, jddc-bellary@gmail.com ಅಥವಾ ದೂರವಾಣಿ ಸಂಖ್ಯೆ 7975234573, 9901313417, 9964768334 ಗೆ ಸಂಪರ್ಕಿಸಬಹುದು ಎಂದು ಜಿಲ್ಲಾ ಕ್ರೀಡಾಂಗಣ ಕೇಂದ್ರದ ಜಂಟಿ ನಿರ್ದೇಶಕರು ಪ್ರಕಟಣೆಯಲ್ಲಿ ತಿಳಿಸಿದ್ದಾರೆ. <box>58 664 368 752</box>
yoga-festival-photo <box>946 1264 1442 1415</box>
brief-body: ಸುವರ್ಣವಾಹಿನಿ ಸುದ್ದಿ ಕೊಪ್ಪಳ ಜೂ.22: ಗಂಗಾವತಿ ತಾಲ್ಲೂಕಿನ ಶ್ರೀರಾಮನಗರದ ನಿವಾಸಿ 55 ವರ್ಷದ ವೃದ್ಧ ಕಾಣೆಯಾಗಿದ್ದು, ಈ ಕುರಿತು ಗಂಗಾವತಿ ಗ್ರಾಮೀಣ ಪೊಲೀಸ್ ಠಾಣೆಯಲ್ಲಿ ಪ್ರಕರಣ ದಾಖಲಾಗಿದೆ. ಸುಮಾರು 5.5 ಅಡಿ ಎತ್ತರ, ಸಾಧಾರಣ ಮೈಕಟ್ಟು, ಗೋಧಿ ಮೈಬಣ್ಣ ಹೊಂದಿದ್ದಾರೆ. ಈತನ ಸುಳಿವು ದೊರೆತಲ್ಲಿ ಗಂಗಾವತಿ ಗ್ರಾಮೀಣ ಪೊಲೀಸ್ ಠಾಣೆ ದೂ.ಸಂ: 08533-230854, 9480803730 ಎಸ್ಪಿ ಕಚೇರಿ 08539-230111 ಗೆ ಮಾಹಿತಿ ನೀಡಬೇಕು ಎಂದು ಪ್ರಕಟಣೆ ತಿಳಿಸಿದೆ. <box>58 1842 368 1917</box>
bps-headline-bar <box>401 553 931 583</box>
sidebar-title: ಚುಟುಕು ಸುವರ್ಣ <box>151 118 275 143</box>
brief-body: ಸುವರ್ಣವಾಹಿನಿ ಸುದ್ದಿ ಕೊಪ್ಪಳ ಜೂ.22: ಗಂಗಾವತಿ ತಾಲ್ಲೂಕಿನ ದಾಸನಾಳ ಗ್ರಾಮದ ನಿವಾಸಿ 40 ವರ್ಷದ ಮಹಿಳೆಯು ಕಾಣೆಯಾಗಿದ್ದು, ಕಾಣೆಯಾದ ಮಹಿಳೆಯು ಸುಮಾರು 5 ಅಡಿ ಎತ್ತರ, ದುಂಡು ಮುಖ, ಸಾದಗಪ್ಪು ಮೈ ಬಣ್ಣ ಹೊಂದಿದ್ದು, ಕನ್ನಡ ಭಾಷೆ ಮಾತನಾಡುತ್ತಾರೆ. ಇವರ ಸುಳಿವು ದೊರೆತಲ್ಲಿ ಗಂಗಾವತಿ ಗ್ರಾಮೀಣ ಪೊಲೀಸ್ ಠಾಣೆ ದೂ.ಸಂ: 08533-230854, 9480803730 ಎಸ್ಪಿ ಕಚೇರಿ 08539-230111 ಗೆ ಮಾಹಿತಿ ನೀಡಬೇಕು ಎಂದು ಪ್ರಕಟಣೆ ತಿಳಿಸಿದೆ. <box>58 2152 262 2253</box>
brief-headline: ವೃದ್ಧ ಕಾಣೆ: ಪತ್ತೆಗೆ ಸಹಕರಿಸಲು ಮನವಿ <box>151 1820 275 1831</box>
brand-right-text: ವಾಹಿನಿ <box>831 48 899 83</box>
